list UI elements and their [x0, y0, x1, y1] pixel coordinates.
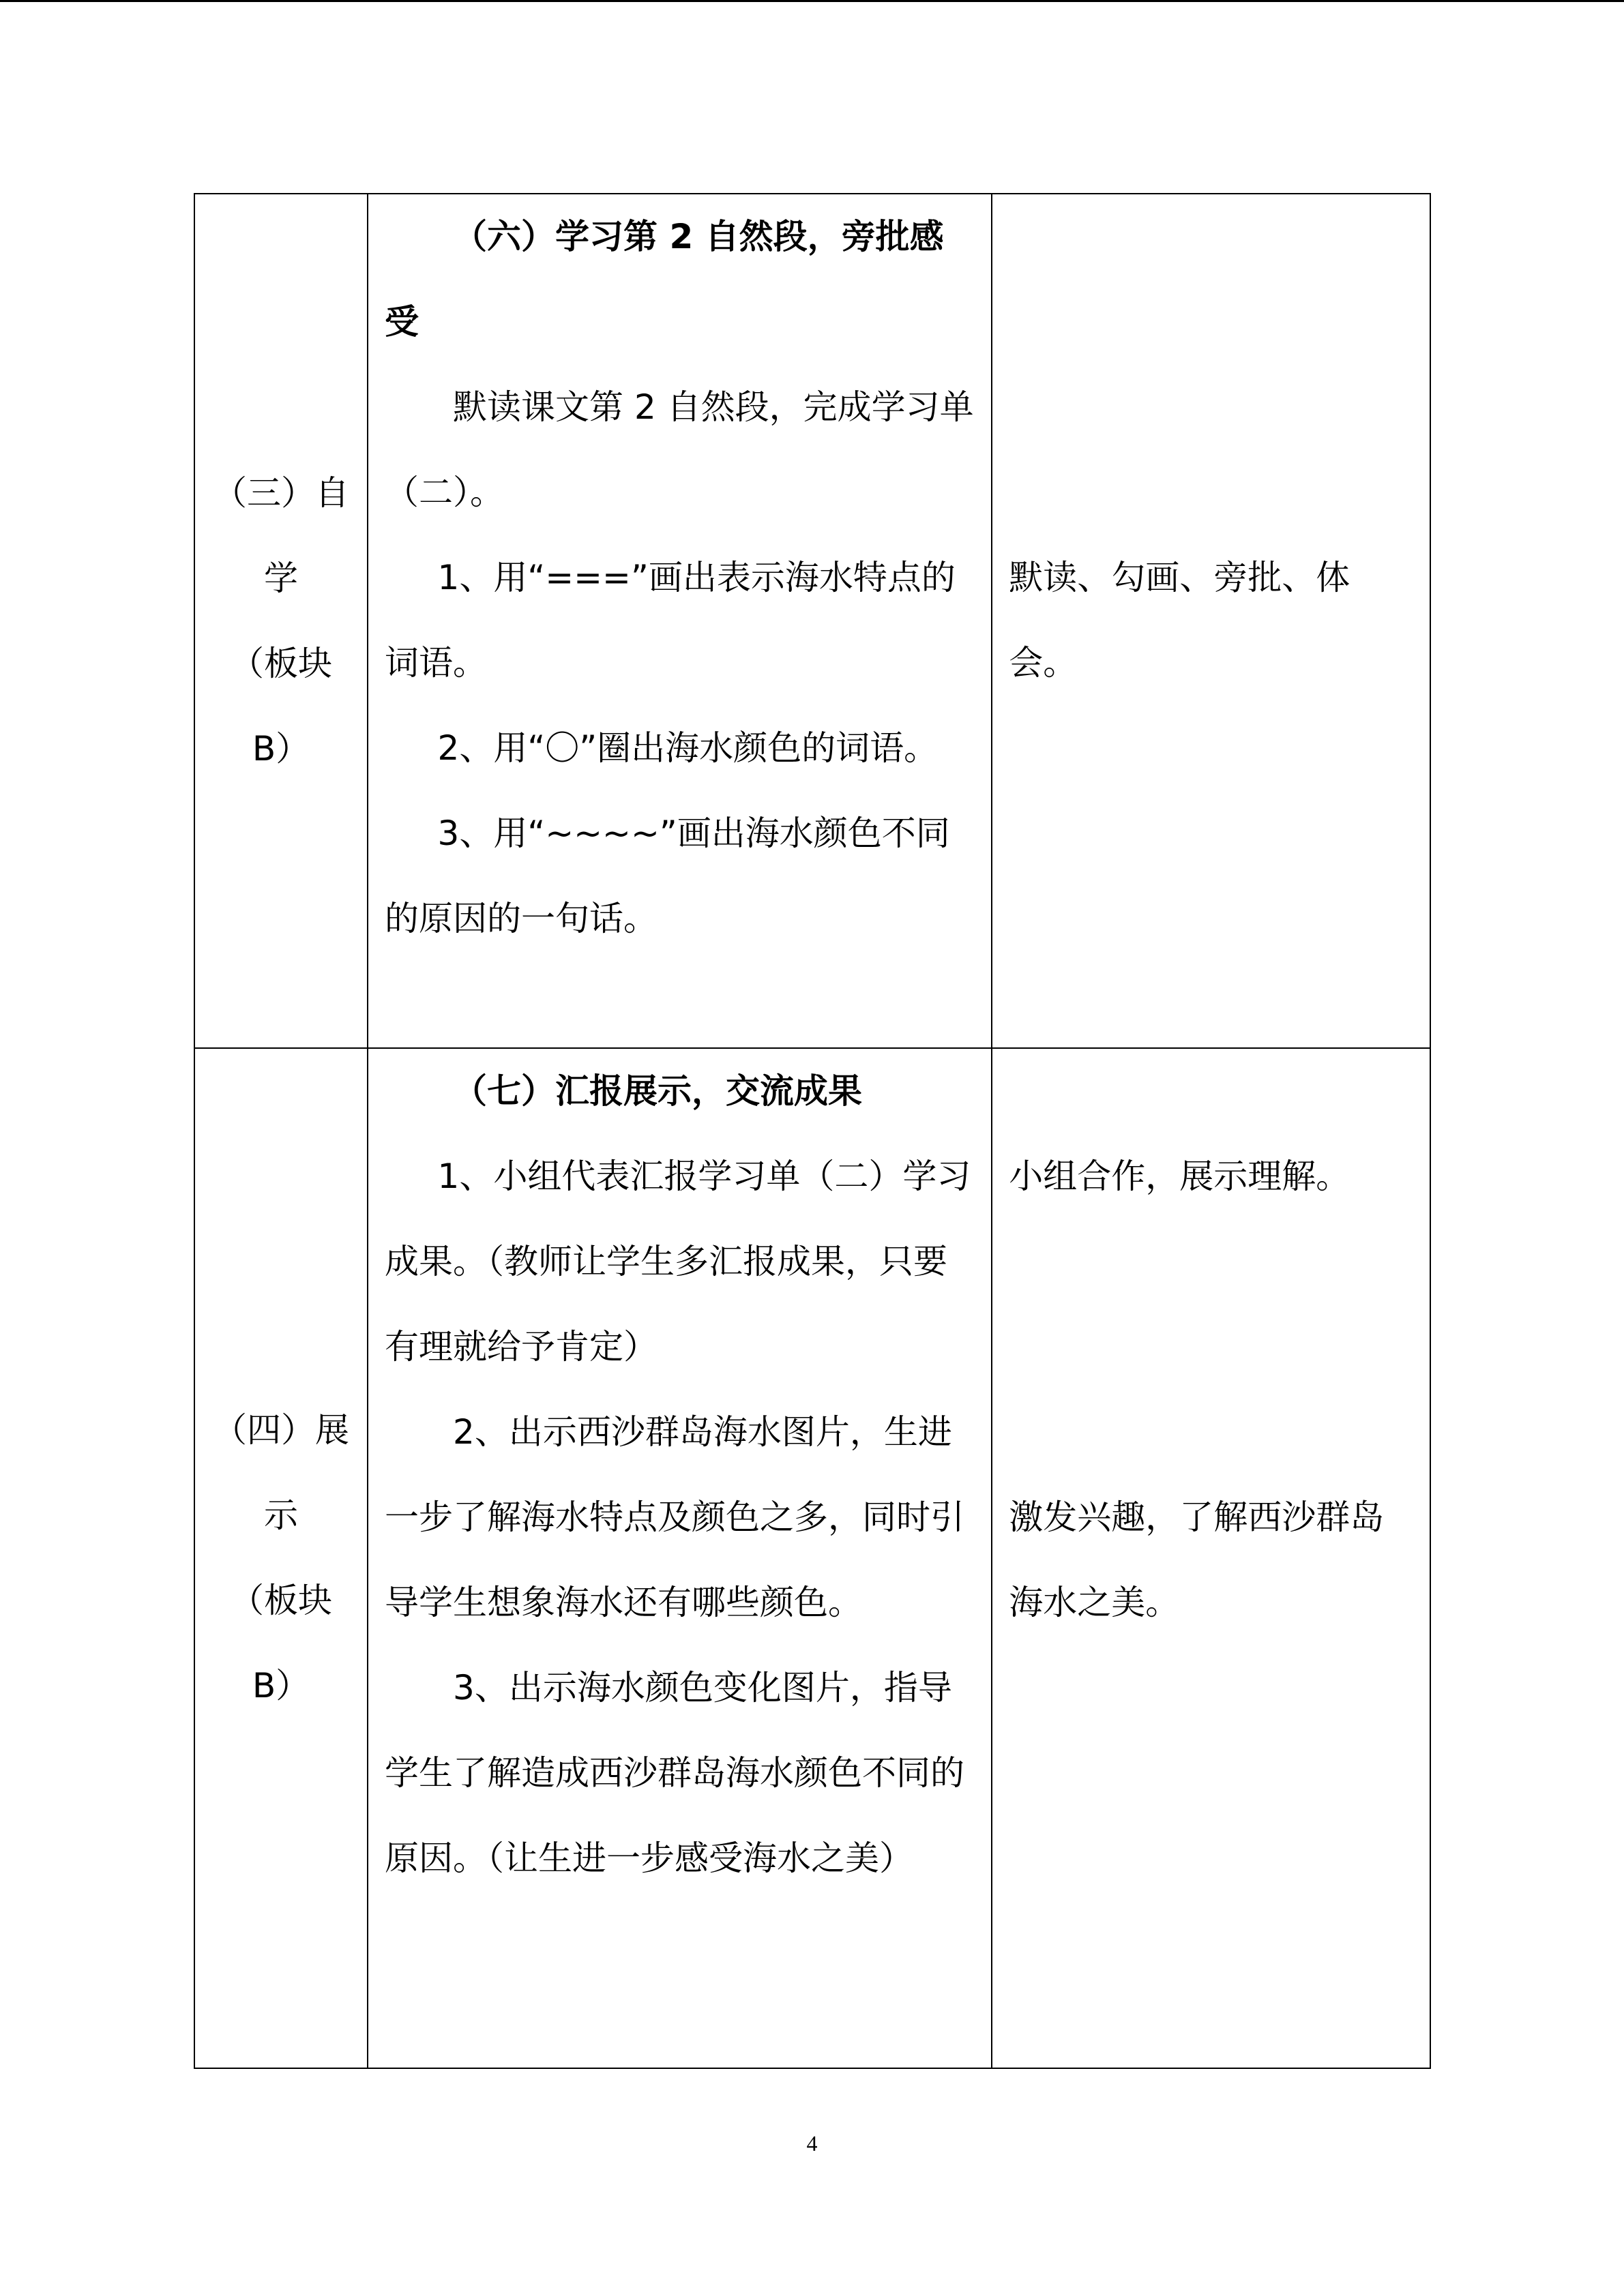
- spacer: [1009, 194, 1413, 280]
- activity-heading: （七）汇报展示，交流成果: [453, 1071, 863, 1111]
- section-label-line: B）: [252, 1666, 310, 1705]
- section-label-line: B）: [252, 728, 310, 769]
- section-label-line: （板块: [230, 1581, 333, 1620]
- section-label-line: 学: [264, 558, 299, 598]
- activity-paragraph: 3、用“~~~~”画出海水颜色不同的原因的一句话。: [385, 814, 950, 938]
- spacer: [1009, 450, 1413, 535]
- activity-cell: [368, 194, 992, 1048]
- activity-paragraph: 默读课文第 2 自然段，完成学习单（二）。: [385, 387, 974, 512]
- section-label-line: 示: [264, 1495, 299, 1535]
- section-label-line: （四）展: [213, 1410, 350, 1450]
- page-top-border: [0, 0, 1624, 2]
- spacer: [1009, 1304, 1413, 1390]
- section-label-line: （板块: [230, 643, 333, 683]
- intent-cell: [992, 194, 1430, 1048]
- section-cell: [194, 194, 368, 1048]
- spacer: [1009, 280, 1413, 365]
- spacer: [1009, 365, 1413, 450]
- spacer: [1009, 1219, 1413, 1304]
- table-row-presentation: [194, 1048, 1430, 2068]
- table-row-self-study: [194, 194, 1430, 1048]
- intent-cell: [992, 1048, 1430, 2068]
- section-label-line: （三）自: [213, 473, 350, 513]
- activity-paragraph: 1、用“===”画出表示海水特点的词语。: [385, 558, 956, 683]
- activity-paragraph: 2、用“〇”圈出海水颜色的词语。: [437, 728, 939, 768]
- activity-paragraph: 2、出示西沙群岛海水图片，生进一步了解海水特点及颜色之多，同时引导学生想象海水还有哪些颜色。: [385, 1412, 965, 1622]
- intent-text: 激发兴趣，了解西沙群岛海水之美。: [1009, 1497, 1385, 1622]
- page-number: 4: [806, 2131, 818, 2156]
- spacer: [1009, 1049, 1413, 1134]
- activity-heading: （六）学习第 2 自然段，旁批感受: [385, 217, 944, 342]
- activity-paragraph: 1、小组代表汇报学习单（二）学习成果。（教师让学生多汇报成果，只要有理就给予肯定）: [385, 1157, 971, 1367]
- intent-text: 小组合作，展示理解。: [1009, 1157, 1350, 1196]
- section-cell: [194, 1048, 368, 2068]
- lesson-plan-table: [194, 193, 1431, 2069]
- activity-cell: [368, 1048, 992, 2068]
- spacer: [1009, 1390, 1413, 1475]
- activity-paragraph: 3、出示海水颜色变化图片，指导学生了解造成西沙群岛海水颜色不同的原因。（让生进一步感受海水之美）: [385, 1668, 965, 1878]
- intent-text: 默读、勾画、旁批、体会。: [1009, 558, 1350, 683]
